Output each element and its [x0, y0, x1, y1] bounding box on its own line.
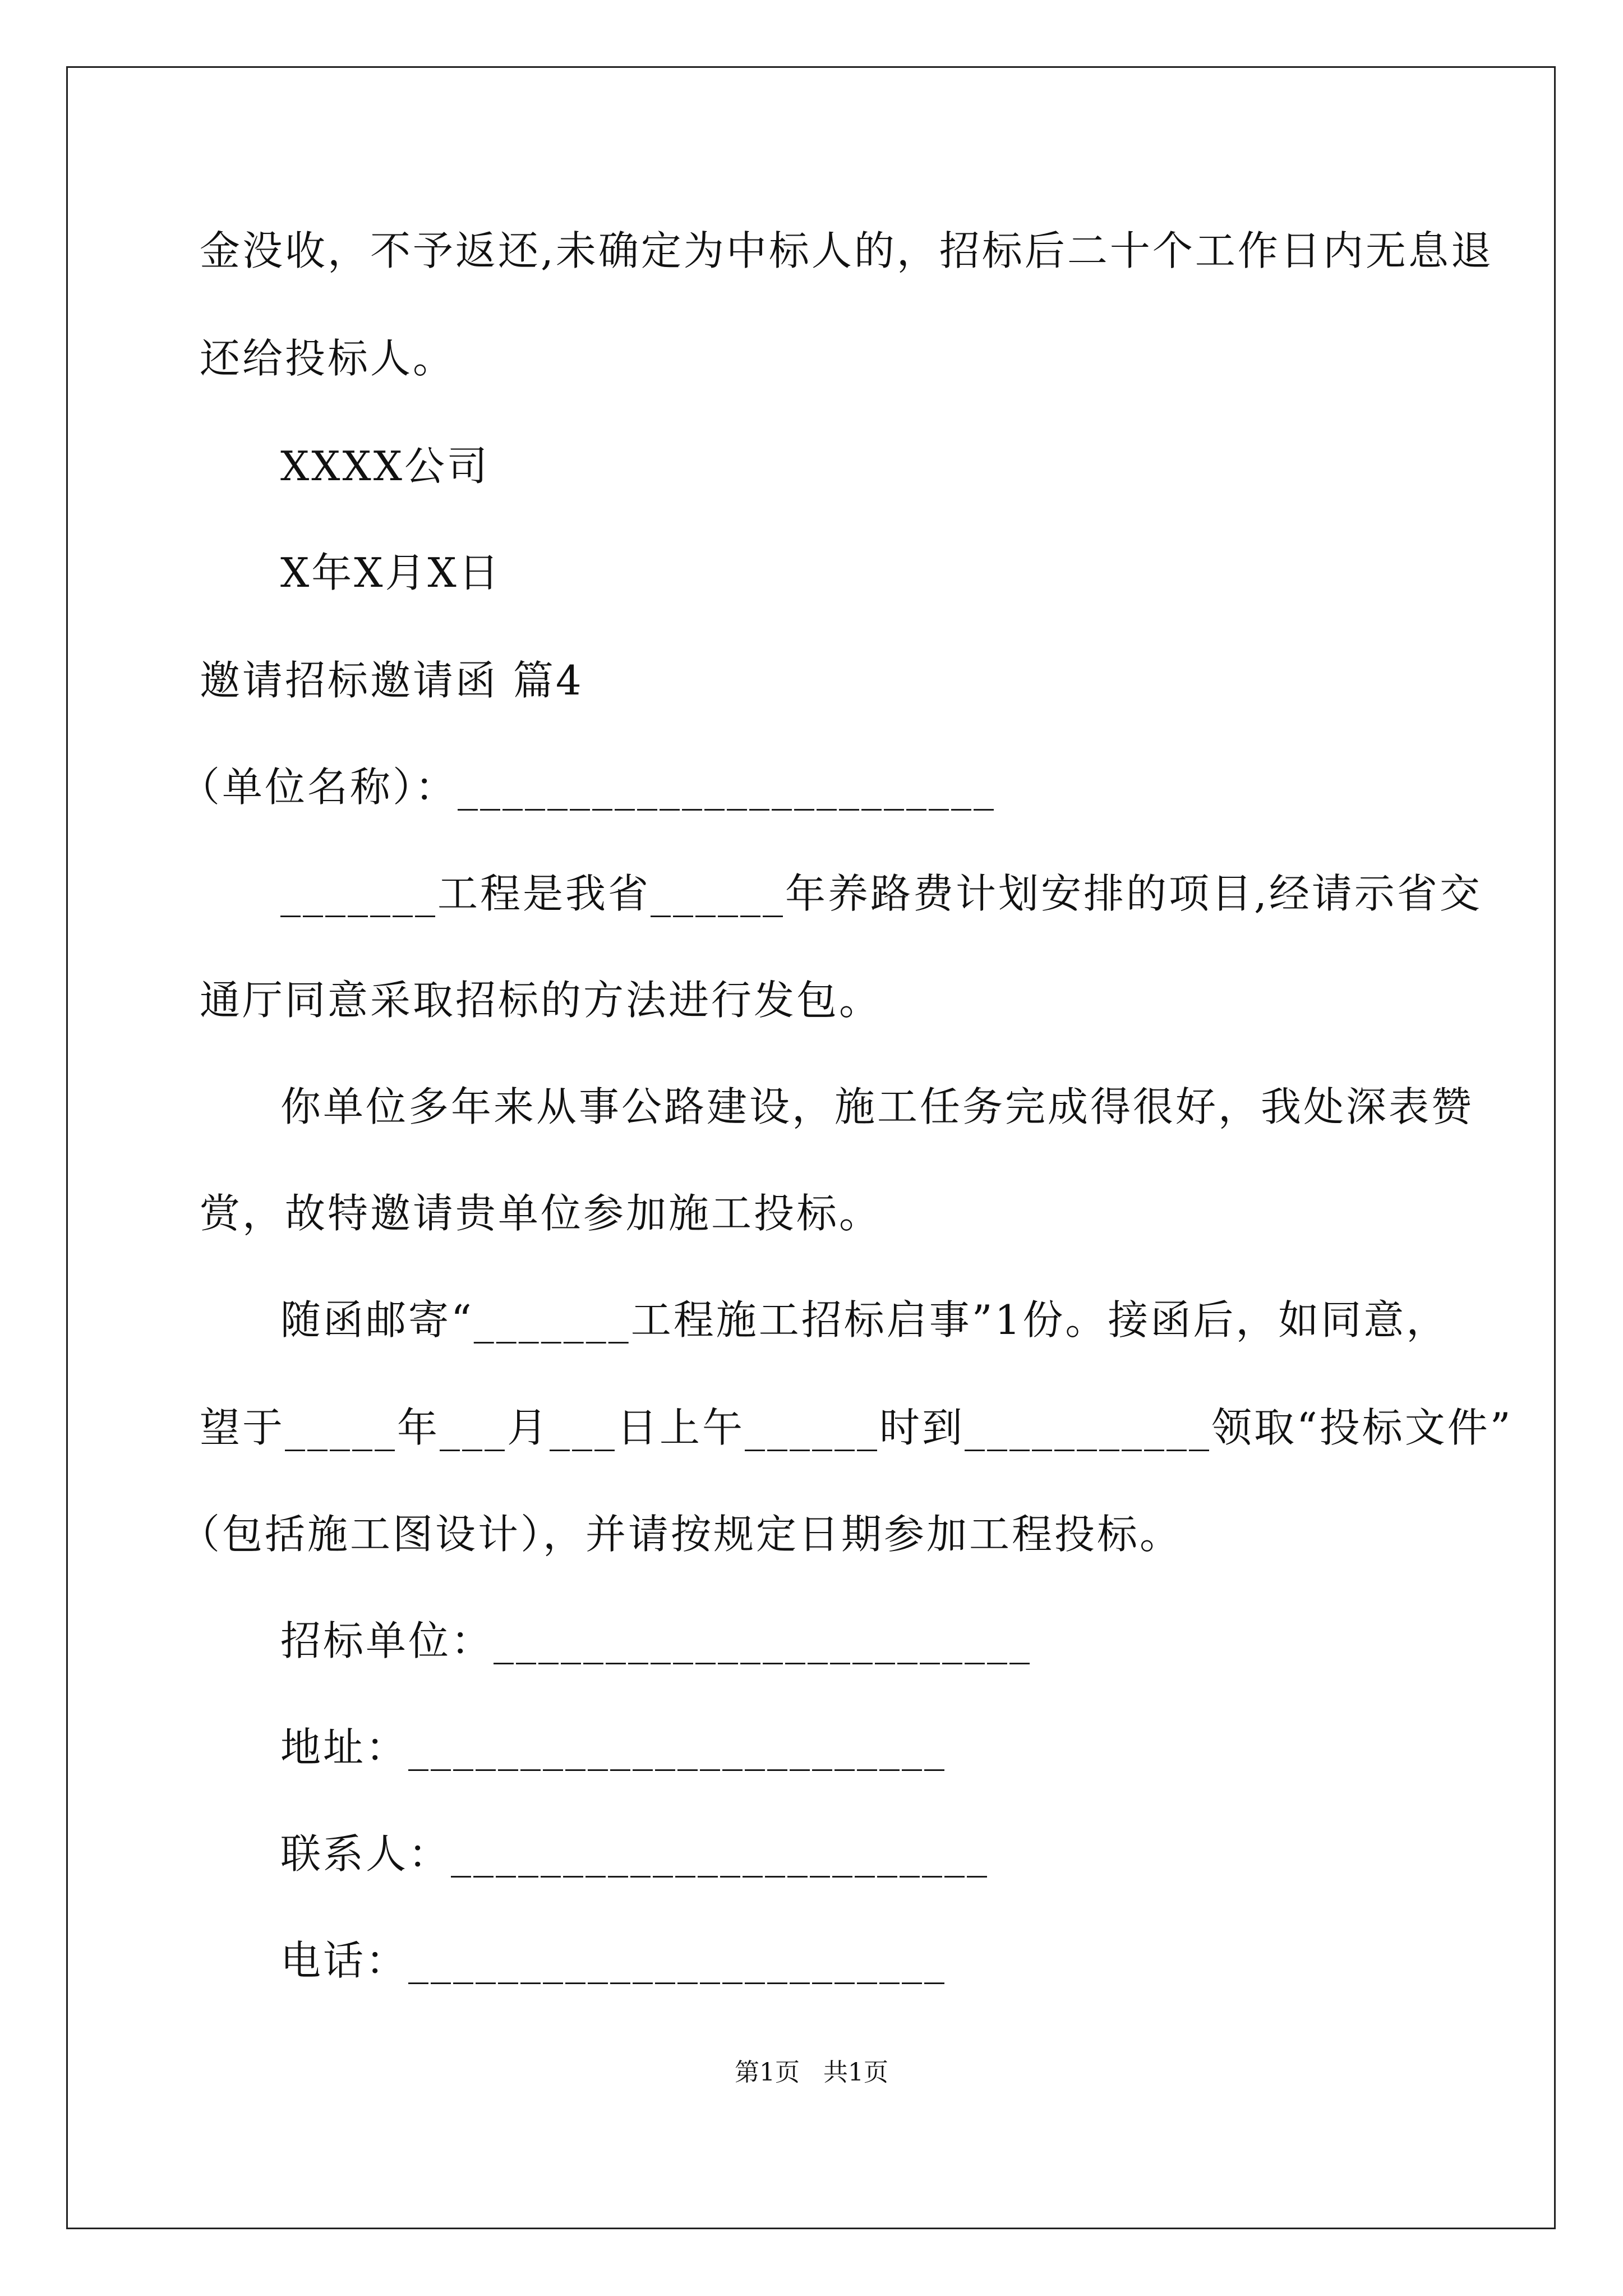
field-contact-person: 联系人：________________________ — [280, 1830, 990, 1878]
page-footer: 第1页 共1页 — [735, 2058, 888, 2087]
field-tender-unit: 招标单位：________________________ — [280, 1617, 1032, 1664]
paragraph-project-line1: _______工程是我省______年养路费计划安排的项目,经请示省交 — [280, 870, 1482, 917]
recipient-unit-line: （单位名称）：________________________ — [179, 763, 997, 811]
paragraph-notice-line1: 随函邮寄“_______工程施工招标启事”1份。接函后，如同意， — [280, 1296, 1449, 1343]
page-border — [66, 66, 1556, 2229]
paragraph-project-line2: 通厅同意采取招标的方法进行发包。 — [200, 977, 882, 1024]
field-phone: 电话：________________________ — [280, 1937, 947, 1984]
date-line: X年X月X日 — [280, 549, 501, 596]
paragraph-invite-line2: 赏，故特邀请贵单位参加施工投标。 — [200, 1190, 882, 1237]
paragraph-invite-line1: 你单位多年来从事公路建设，施工任务完成得很好，我处深表赞 — [280, 1083, 1474, 1130]
field-address: 地址：________________________ — [280, 1724, 947, 1771]
company-name: XXXX公司 — [280, 443, 490, 490]
section-title: 邀请招标邀请函 篇4 — [200, 657, 584, 704]
text-line-return-to-bidder: 还给投标人。 — [200, 335, 456, 382]
paragraph-notice-line3: （包括施工图设计），并请按规定日期参加工程投标。 — [179, 1511, 1183, 1558]
paragraph-notice-line2: 望于_____年___月___日上午______时到___________领取“投标文件” — [200, 1404, 1513, 1451]
text-line-deposit-refund: 金没收，不予返还,未确定为中标人的，招标后二十个工作日内无息退 — [200, 227, 1493, 274]
